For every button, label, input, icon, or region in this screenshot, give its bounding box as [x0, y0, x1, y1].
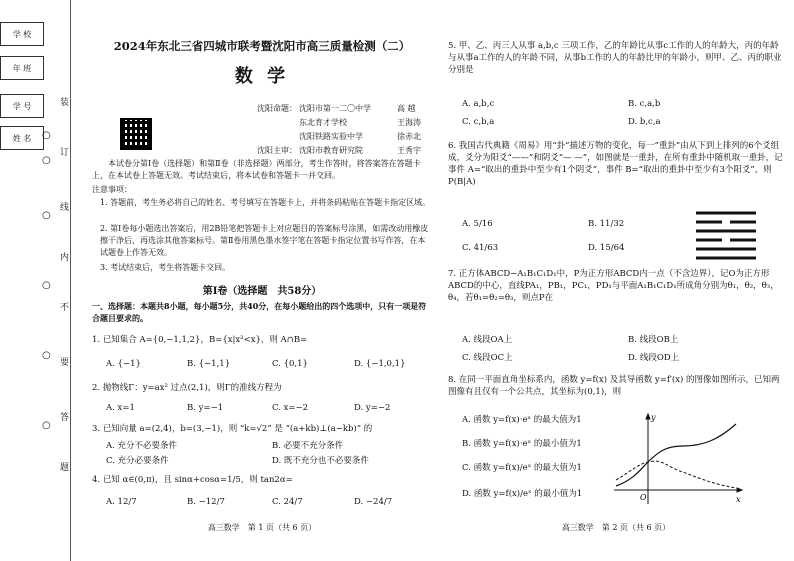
- binding-hole: ○: [42, 155, 51, 166]
- intro-text: 本试卷分第Ⅰ卷（选择题）和第Ⅱ卷（非选择题）两部分，考生作答时，将答案答在答题卡上，在本试卷上答题无效。考试结束后，将本试卷和答题卡一并交回。: [92, 159, 421, 180]
- author-org: 东北育才学校: [299, 118, 347, 127]
- option-b: B. {−1,1}: [187, 359, 231, 369]
- binding-hole: ○: [42, 280, 51, 291]
- question-stem: 3. 已知向量 a=(2,4)，b=(3,−1)，则 “k=√2” 是 “(a+kb)⊥(a−kb)” 的: [92, 424, 373, 434]
- x-axis-label: x: [736, 495, 741, 504]
- subject-title: 数 学: [234, 66, 290, 87]
- option-c: C. {0,1}: [272, 359, 308, 369]
- option-b: B. 11/32: [588, 219, 625, 229]
- y-axis-label: y: [651, 413, 656, 422]
- option-d: D. b,c,a: [628, 117, 661, 127]
- author-org: 沈阳市教育研究院: [299, 146, 363, 155]
- question-stem: 5. 甲、乙、丙三人从事 a,b,c 三项工作，乙的年龄比从事c工作的人的年龄大，丙的年龄与从事a工作的人的年龄不同，从事b工作的人的年龄比甲的年龄小，则甲、乙、丙的职业分别是: [448, 41, 782, 75]
- binding-char: 答: [60, 413, 70, 423]
- left-page: [92, 0, 432, 561]
- option-a: A. {−1}: [106, 359, 141, 369]
- notes-title: 注意事项：: [92, 185, 132, 194]
- author-name: 王秀宇: [397, 146, 421, 155]
- binding-hole: ○: [42, 420, 51, 431]
- question-stem: 4. 已知 α∈(0,π)，且 sinα+cosα=1/5，则 tan2α=: [92, 475, 293, 485]
- note-item: 1. 答题前，考生务必将自己的姓名、考号填写在答题卡上，并将条码粘贴在答题卡指定区域。: [100, 198, 431, 207]
- author-name: 徐赤北: [397, 132, 421, 141]
- option-d: D. 既不充分也不必要条件: [272, 456, 369, 466]
- option-c: C. x=−2: [272, 403, 309, 413]
- fprime-curve: [616, 461, 736, 488]
- author-name: 高 越: [397, 104, 416, 113]
- option-d: D. 线段OD上: [628, 353, 680, 363]
- option-b: B. 线段OB上: [628, 335, 679, 345]
- binding-char: 要: [60, 358, 70, 368]
- option-c: C. 41/63: [462, 243, 499, 253]
- section-intro: 一、选择题：本题共8小题，每小题5分，共40分，在每小题给出的四个选项中，只有一项是符合题目要求的。: [92, 301, 427, 323]
- binding-char: 题: [60, 463, 70, 473]
- option-b: B. c,a,b: [628, 99, 661, 109]
- author-org: 沈阳铁路实验中学: [299, 132, 363, 141]
- option-b: B. 必要不充分条件: [272, 441, 344, 451]
- student-id-field: 学 号: [0, 94, 44, 118]
- option-a: A. 充分不必要条件: [106, 441, 178, 451]
- binding-hole: ○: [42, 210, 51, 221]
- binding-hole: ○: [42, 130, 51, 141]
- author-name: 王海涛: [397, 118, 421, 127]
- question-stem: 1. 已知集合 A={0,−1,1,2}，B={x|x²<x}，则 A∩B=: [92, 335, 308, 345]
- question-stem: 6. 我国古代典籍《周易》用“卦”描述万物的变化，每一“重卦”由从下到上排列的6个爻组成，爻分为阳爻“——”和阴爻“— —”，如图就是一重卦，在所有重卦中随机取一重卦，记事件 A=“取出的重卦中至少有1个阴爻”，事件 B=“取出的重卦中至少有3个阳爻”，则 P(B|A): [448, 141, 783, 187]
- page-footer: 高三数学 第 2 页（共 6 页）: [561, 523, 671, 532]
- option-c: C. 24/7: [272, 497, 303, 507]
- binding-char: 装: [60, 98, 70, 108]
- binding-char: 内: [60, 253, 70, 263]
- hexagram-figure: [686, 205, 766, 265]
- section-title: 第Ⅰ卷（选择题 共58分）: [202, 286, 322, 297]
- author-org: 沈阳市第一二〇中学: [299, 104, 371, 113]
- binding-char: 线: [60, 203, 70, 213]
- f-curve: [616, 424, 736, 486]
- option-b: B. −12/7: [187, 497, 225, 507]
- option-d: D. −24/7: [354, 497, 393, 507]
- option-d: D. 函数 y=f(x)/eˣ 的最小值为1: [462, 489, 583, 499]
- option-a: A. 12/7: [106, 497, 137, 507]
- binding-hole: ○: [42, 350, 51, 361]
- option-d: D. y=−2: [354, 403, 391, 413]
- question-stem: 2. 抛物线Γ：y=ax² 过点(2,1)，则Γ的准线方程为: [92, 383, 282, 393]
- name-field: 姓 名: [0, 126, 44, 150]
- option-b: B. 函数 y=f(x)·eˣ 的最小值为1: [462, 439, 582, 449]
- question-stem: 7. 正方体ABCD−A₁B₁C₁D₁中，P为正方形ABCD内一点（不含边界），记O为正方形ABCD的中心，直线PA₁，PB₁，PC₁，PD₁与平面A₁B₁C₁D₁所成角分别为θ₁，θ₂，θ₃，θ₄，若θ₁=θ₂=θ₃，则点P在: [448, 269, 779, 303]
- page-footer: 高三数学 第 1 页（共 6 页）: [207, 523, 317, 532]
- option-c: C. 充分必要条件: [106, 456, 169, 466]
- origin-label: O: [640, 493, 647, 502]
- function-graph: [608, 410, 748, 506]
- binding-char: 不: [60, 303, 70, 313]
- option-c: C. c,b,a: [462, 117, 495, 127]
- class-field: 年 班: [0, 56, 44, 80]
- right-page: [448, 0, 784, 561]
- school-field: 学 校: [0, 22, 44, 46]
- binding-strip: [0, 0, 71, 561]
- option-d: D. {−1,0,1}: [354, 359, 406, 369]
- option-a: A. 5/16: [462, 219, 493, 229]
- author-role: 沈阳命题：: [257, 104, 297, 113]
- option-b: B. y=−1: [187, 403, 224, 413]
- option-a: A. 线段OA上: [462, 335, 513, 345]
- option-a: A. a,b,c: [462, 99, 495, 109]
- option-c: C. 线段OC上: [462, 353, 513, 363]
- author-role: 沈阳主审：: [257, 146, 297, 155]
- note-item: 3. 考试结束后，考生将答题卡交回。: [100, 263, 231, 272]
- option-c: C. 函数 y=f(x)/eˣ 的最大值为1: [462, 463, 582, 473]
- option-a: A. 函数 y=f(x)·eˣ 的最大值为1: [462, 415, 582, 425]
- note-item: 2. 第Ⅰ卷每小题选出答案后，用2B铅笔把答题卡上对应题目的答案标号涂黑，如需改动用橡皮擦干净后，再选涂其他答案标号。第Ⅱ卷用黑色墨水签字笔在答题卡指定位置书写作答，在本试题卷上作答无效。: [100, 224, 429, 257]
- option-d: D. 15/64: [588, 243, 625, 253]
- exam-title: 2024年东北三省四城市联考暨沈阳市高三质量检测（二）: [113, 39, 411, 53]
- binding-char: 订: [60, 148, 70, 158]
- qr-code: [120, 118, 152, 150]
- question-stem: 8. 在同一平面直角坐标系内，函数 y=f(x) 及其导函数 y=f′(x) 的图像如图所示，已知两图像有且仅有一个公共点，其坐标为(0,1)，则: [448, 375, 780, 397]
- option-a: A. x=1: [106, 403, 135, 413]
